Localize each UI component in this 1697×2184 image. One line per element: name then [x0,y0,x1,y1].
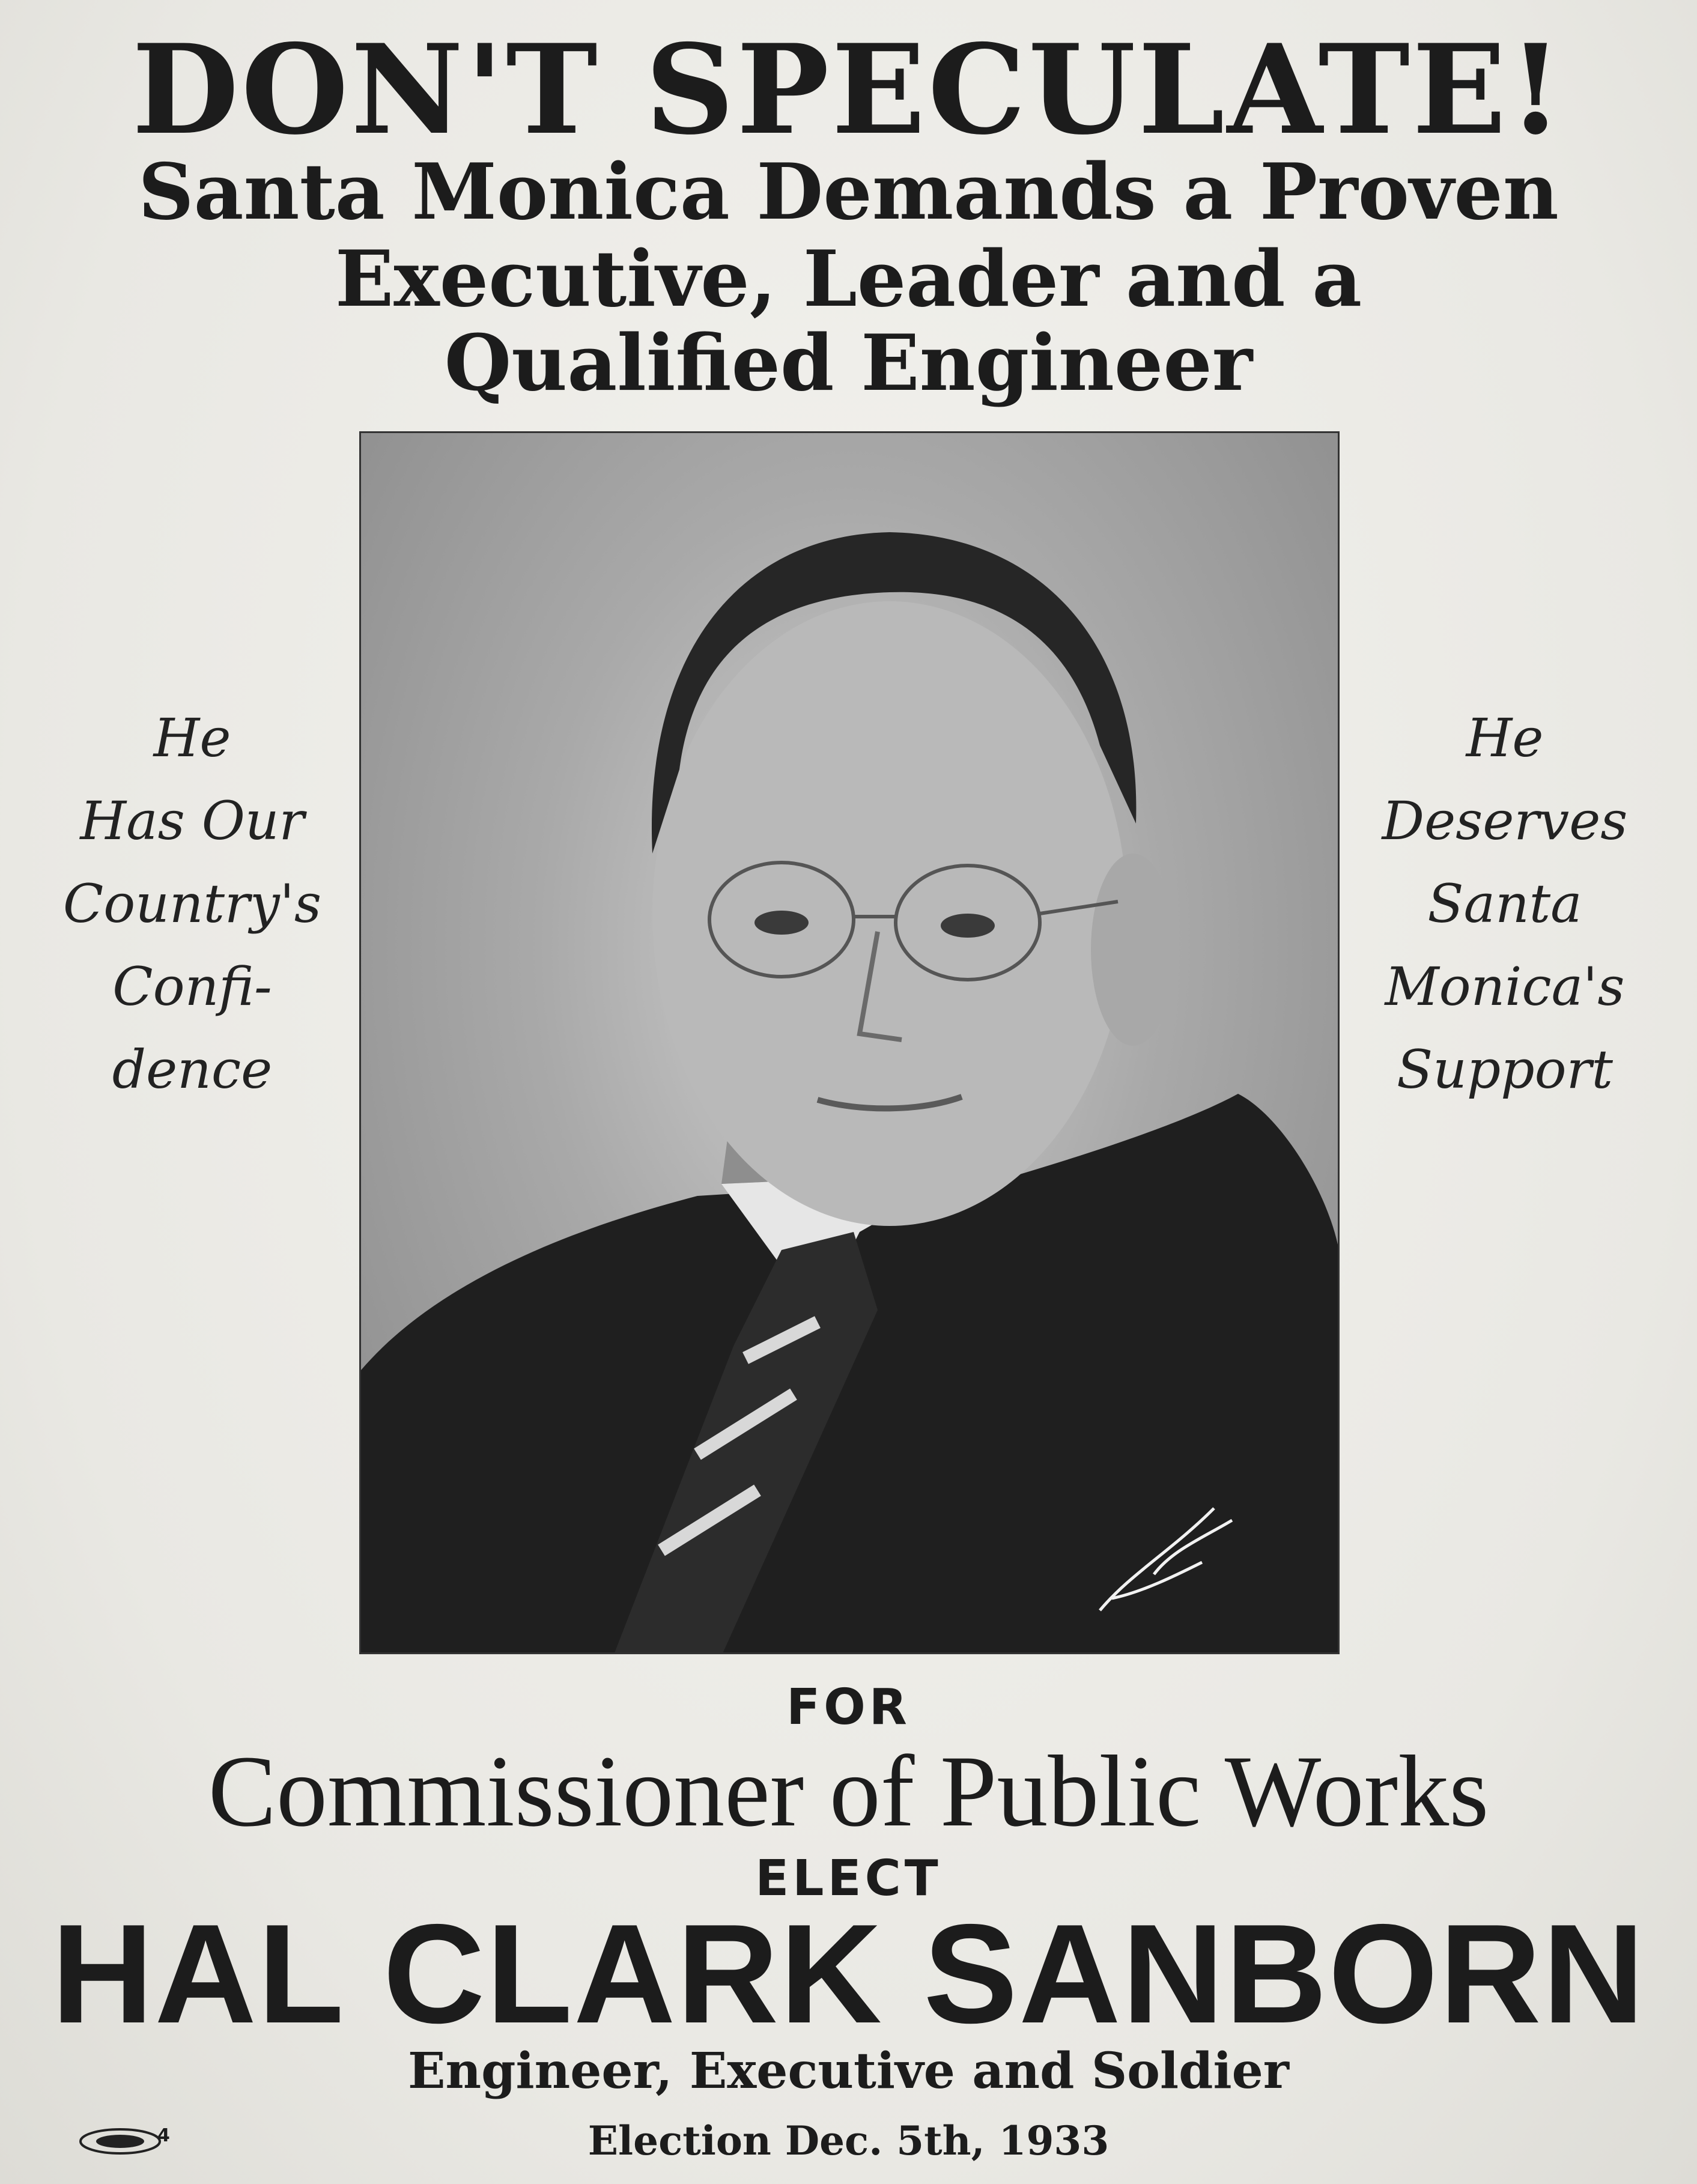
candidate-name: HAL CLARK SANBORN [51,1894,1646,2052]
headline: DON'T SPECULATE! [132,18,1565,162]
left-slogan-line: He [153,707,231,769]
right-slogan-line: Santa [1427,873,1582,935]
union-label-number: 4 [157,2125,170,2146]
subheadline-line-3: Qualified Engineer [444,318,1253,408]
left-slogan [36,697,348,1111]
right-slogan-line: Deserves [1382,790,1628,852]
left-slogan-line: Confi- [112,956,272,1018]
right-slogan [1349,697,1661,1111]
right-slogan-line: Monica's [1385,956,1625,1018]
right-slogan-line: He [1466,707,1544,769]
candidate-tagline: Engineer, Executive and Soldier [408,2042,1289,2100]
left-slogan-line: Country's [62,873,322,935]
election-date: Election Dec. 5th, 1933 [587,2117,1110,2164]
union-label-icon [78,2126,162,2156]
subheadline-line-1: Santa Monica Demands a Proven [138,147,1559,237]
portrait-illustration [361,433,1340,1654]
for-label: FOR [786,1679,911,1736]
portrait-photo [359,431,1340,1654]
right-slogan-line: Support [1396,1039,1614,1100]
left-slogan-line: dence [112,1039,273,1100]
left-slogan-line: Has Our [80,790,305,852]
office-title: Commissioner of Public Works [208,1735,1489,1848]
subheadline-line-2: Executive, Leader and a [335,234,1362,324]
elect-label: ELECT [755,1850,942,1907]
